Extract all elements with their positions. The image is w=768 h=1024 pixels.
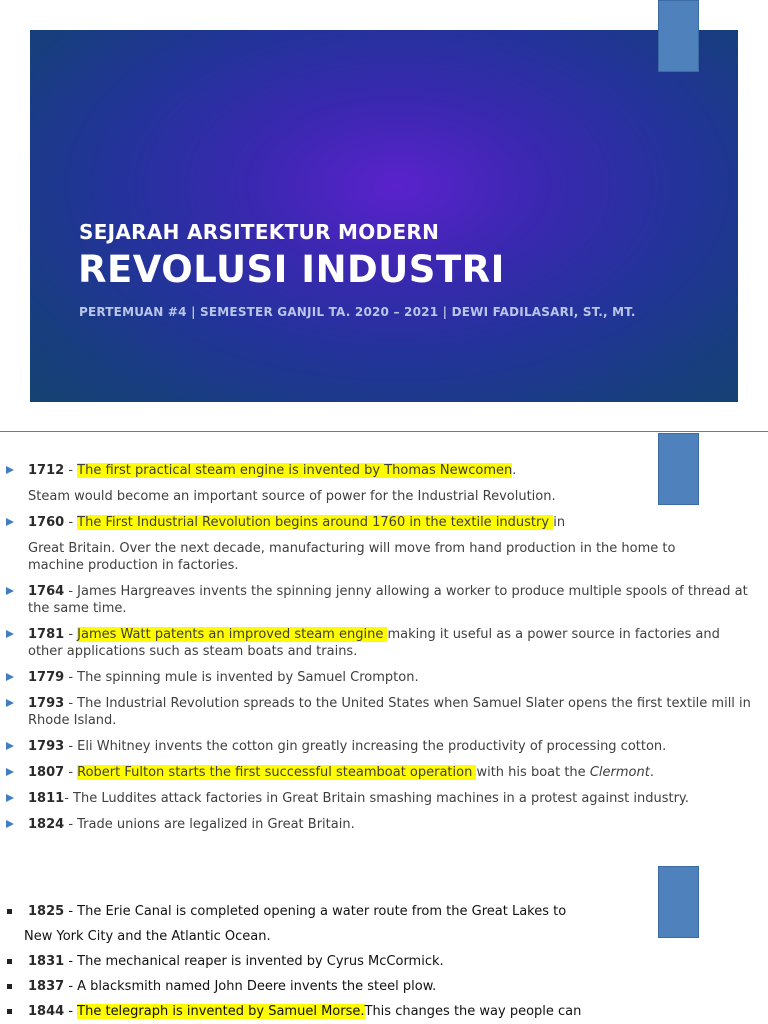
title-slide-banner <box>30 30 738 402</box>
list-item: 1793 - Eli Whitney invents the cotton gin greatly increasing the productivity of processing cotton. <box>0 738 756 755</box>
triangle-bullet-icon <box>6 466 14 474</box>
triangle-bullet-icon <box>6 742 14 750</box>
list-item: 1844 - The telegraph is invented by Samuel Morse.This changes the way people can <box>0 1003 640 1020</box>
list-item-continuation: New York City and the Atlantic Ocean. <box>24 929 271 944</box>
list-item: 1807 - Robert Fulton starts the first successful steamboat operation with his boat the Clermont. <box>0 764 756 781</box>
triangle-bullet-icon <box>6 587 14 595</box>
slide-divider <box>0 431 768 432</box>
triangle-bullet-icon <box>6 768 14 776</box>
list-item-continuation: Great Britain. Over the next decade, manufacturing will move from hand production in the home to machine production in factories. <box>28 541 676 573</box>
timeline-list <box>0 903 640 1020</box>
list-item: 1760 - The First Industrial Revolution begins around 1760 in the textile industry in <box>0 514 756 531</box>
square-bullet-icon <box>7 984 12 989</box>
triangle-bullet-icon <box>6 794 14 802</box>
triangle-bullet-icon <box>6 518 14 526</box>
list-item: 1712 - The first practical steam engine is invented by Thomas Newcomen. <box>0 462 756 479</box>
list-item: 1811- The Luddites attack factories in Great Britain smashing machines in a protest against industry. <box>0 790 756 807</box>
slide-tab-marker <box>658 0 699 72</box>
list-item: 1781 - James Watt patents an improved steam engine making it useful as a power source in factories and other applications such as steam boats and trains. <box>0 626 756 660</box>
list-item: 1779 - The spinning mule is invented by Samuel Crompton. <box>0 669 756 686</box>
list-item: 1825 - The Erie Canal is completed opening a water route from the Great Lakes to <box>0 903 640 920</box>
triangle-bullet-icon <box>6 699 14 707</box>
square-bullet-icon <box>7 1009 12 1014</box>
list-item: 1824 - Trade unions are legalized in Great Britain. <box>0 816 756 833</box>
slide-tab-marker <box>658 866 699 938</box>
timeline-list <box>0 462 756 833</box>
slide-meta: PERTEMUAN #4 | SEMESTER GANJIL TA. 2020 – 2021 | DEWI FADILASARI, ST., MT. <box>79 305 636 319</box>
triangle-bullet-icon <box>6 630 14 638</box>
triangle-bullet-icon <box>6 673 14 681</box>
square-bullet-icon <box>7 959 12 964</box>
slide-title: REVOLUSI INDUSTRI <box>78 248 505 291</box>
slide-subtitle: SEJARAH ARSITEKTUR MODERN <box>79 220 440 244</box>
square-bullet-icon <box>7 909 12 914</box>
list-item: 1831 - The mechanical reaper is invented by Cyrus McCormick. <box>0 953 640 970</box>
list-item: 1837 - A blacksmith named John Deere invents the steel plow. <box>0 978 640 995</box>
list-item: 1793 - The Industrial Revolution spreads to the United States when Samuel Slater opens the first textile mill in Rhode Island. <box>0 695 756 729</box>
list-item: 1764 - James Hargreaves invents the spinning jenny allowing a worker to produce multiple spools of thread at the same time. <box>0 583 756 617</box>
triangle-bullet-icon <box>6 820 14 828</box>
list-item-continuation: Steam would become an important source of power for the Industrial Revolution. <box>28 489 556 504</box>
